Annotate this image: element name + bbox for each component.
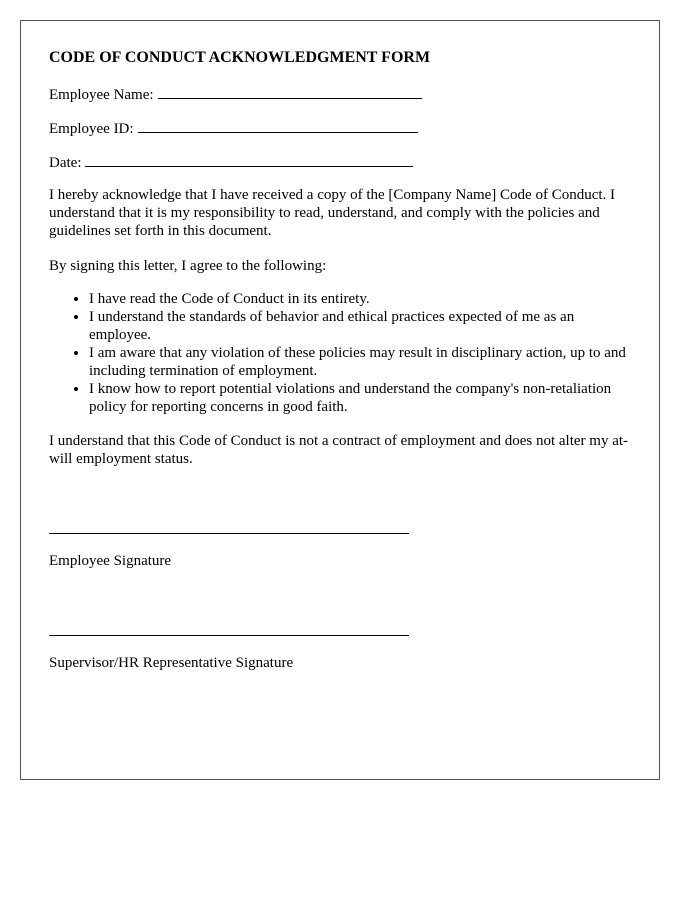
employee-signature-line[interactable] xyxy=(49,533,409,534)
date-field xyxy=(49,152,413,172)
employee-name-field xyxy=(49,84,422,104)
supervisor-signature-line[interactable] xyxy=(49,635,409,636)
date-label: Date: xyxy=(49,155,82,171)
intro-paragraph: I hereby acknowledge that I have received a copy of the [Company Name] Code of Conduct. I understand that it is my responsibility to read, understand, and comply with the policies and guidelines set forth in this document. xyxy=(49,187,616,239)
agreement-item: • I am aware that any violation of these policies may result in disciplinary action, up to and including termination of employment. xyxy=(89,344,639,380)
employee-signature-label: Employee Signature xyxy=(49,553,172,569)
supervisor-signature-label: Supervisor/HR Representative Signature xyxy=(49,655,294,671)
agreements-list xyxy=(49,290,639,416)
employee-name-blank[interactable] xyxy=(158,84,422,99)
agreement-item: • I understand the standards of behavior and ethical practices expected of me as an employee. xyxy=(89,308,639,344)
agree-paragraph: By signing this letter, I agree to the following: xyxy=(49,258,327,274)
agreement-item: • I know how to report potential violations and understand the company's non-retaliation policy for reporting concerns in good faith. xyxy=(89,380,639,416)
agreement-item: • I have read the Code of Conduct in its entirety. xyxy=(89,290,639,308)
form-page xyxy=(20,20,660,780)
closing-paragraph: I understand that this Code of Conduct is not a contract of employment and does not alter my at-will employment status. xyxy=(49,433,629,467)
employee-id-label: Employee ID: xyxy=(49,121,134,137)
employee-id-blank[interactable] xyxy=(138,118,418,133)
form-title: CODE OF CONDUCT ACKNOWLEDGMENT FORM xyxy=(49,49,431,66)
employee-id-field xyxy=(49,118,418,138)
employee-name-label: Employee Name: xyxy=(49,87,154,103)
date-blank[interactable] xyxy=(85,152,413,167)
